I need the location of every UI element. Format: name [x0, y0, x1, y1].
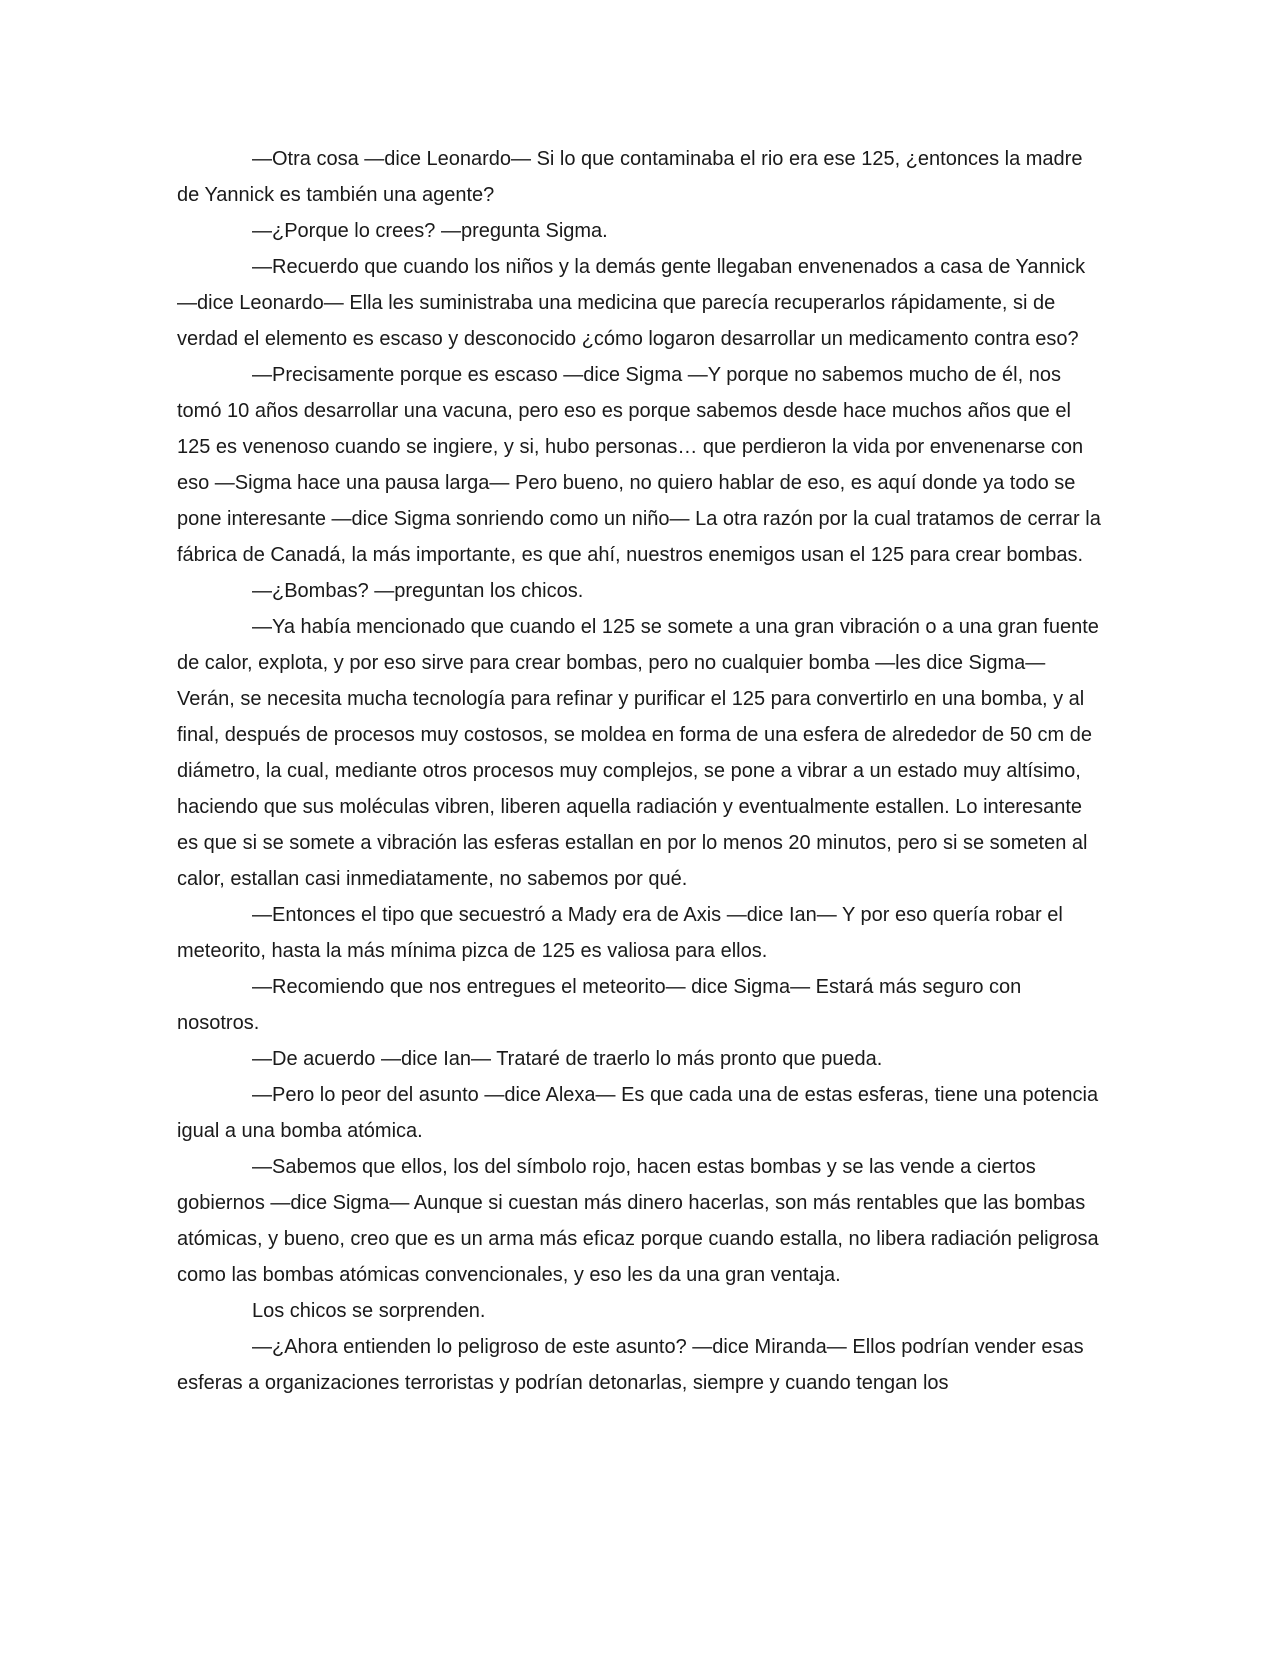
- paragraph-5: —¿Bombas? —preguntan los chicos.: [252, 580, 584, 602]
- paragraph-6: —Ya había mencionado que cuando el 125 se somete a una gran vibración o a una gran fuente de calor, explota, y por eso sirve para crear bombas, pero no cualquier bomba —les dice Sigma— Verán, se necesita mucha tecnología para refinar y purificar el 125 para convertirlo en una bomba, y al final, después de procesos muy costosos, se moldea en forma de una esfera de alrededor de 50 cm de diámetro, la cual, mediante otros procesos muy complejos, se pone a vibrar a un estado muy altísimo, haciendo que sus moléculas vibren, liberen aquella radiación y eventualmente estallen. Lo interesante es que si se somete a vibración las esferas estallan en por lo menos 20 minutos, pero si se someten al calor, estallan casi inmediatamente, no sabemos por qué.: [177, 616, 1099, 890]
- paragraph-8: —Recomiendo que nos entregues el meteorito— dice Sigma— Estará más seguro con nosotros.: [177, 976, 1022, 1034]
- paragraph-7: —Entonces el tipo que secuestró a Mady era de Axis —dice Ian— Y por eso quería robar el meteorito, hasta la más mínima pizca de 125 es valiosa para ellos.: [177, 904, 1063, 962]
- paragraph-4: —Precisamente porque es escaso —dice Sigma —Y porque no sabemos mucho de él, nos tomó 10 años desarrollar una vacuna, pero eso es porque sabemos desde hace muchos años que el 125 es venenoso cuando se ingiere, y si, hubo personas… que perdieron la vida por envenenarse con eso —Sigma hace una pausa larga— Pero bueno, no quiero hablar de eso, es aquí donde ya todo se pone interesante —dice Sigma sonriendo como un niño— La otra razón por la cual tratamos de cerrar la fábrica de Canadá, la más importante, es que ahí, nuestros enemigos usan el 125 para crear bombas.: [177, 364, 1101, 566]
- paragraph-12: Los chicos se sorprenden.: [252, 1300, 486, 1322]
- paragraph-1: —Otra cosa —dice Leonardo— Si lo que contaminaba el rio era ese 125, ¿entonces la madre de Yannick es también una agente?: [177, 148, 1083, 206]
- document-body: [177, 141, 1107, 1401]
- paragraph-3: —Recuerdo que cuando los niños y la demás gente llegaban envenenados a casa de Yannick —dice Leonardo— Ella les suministraba una medicina que parecía recuperarlos rápidamente, si de verdad el elemento es escaso y desconocido ¿cómo logaron desarrollar un medicamento contra eso?: [177, 256, 1086, 350]
- paragraph-9: —De acuerdo —dice Ian— Trataré de traerlo lo más pronto que pueda.: [252, 1048, 883, 1070]
- paragraph-11: —Sabemos que ellos, los del símbolo rojo, hacen estas bombas y se las vende a ciertos gobiernos —dice Sigma— Aunque si cuestan más dinero hacerlas, son más rentables que las bombas atómicas, y bueno, creo que es un arma más eficaz porque cuando estalla, no libera radiación peligrosa como las bombas atómicas convencionales, y eso les da una gran ventaja.: [177, 1156, 1099, 1286]
- paragraph-2: —¿Porque lo crees? —pregunta Sigma.: [252, 220, 608, 242]
- paragraph-10: —Pero lo peor del asunto —dice Alexa— Es que cada una de estas esferas, tiene una potencia igual a una bomba atómica.: [177, 1084, 1099, 1142]
- paragraph-13: —¿Ahora entienden lo peligroso de este asunto? —dice Miranda— Ellos podrían vender esas esferas a organizaciones terroristas y podrían detonarlas, siempre y cuando tengan los: [177, 1336, 1084, 1394]
